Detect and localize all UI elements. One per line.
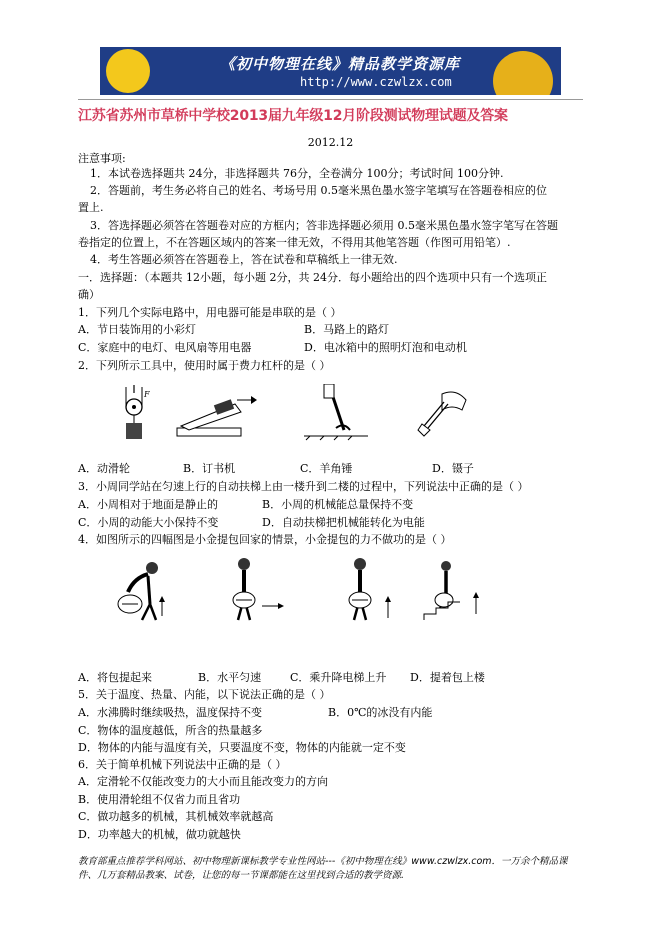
- q1-stem: 1．下列几个实际电路中，用电器可能是串联的是（ ）: [78, 306, 342, 319]
- note-1: 1．本试卷选择题共 24分，非选择题共 76分，全卷满分 100分；考试时间 100分钟.: [90, 167, 504, 180]
- q3-option-c: C．小周的动能大小保持不变: [78, 516, 219, 529]
- q3-stem: 3．小周同学站在匀速上行的自动扶梯上由一楼升到二楼的过程中，下列说法中正确的是（ ）: [78, 480, 529, 493]
- q3-option-a: A．小周相对于地面是静止的: [78, 498, 218, 511]
- q5-option-d: D．物体的内能与温度有关，只要温度不变，物体的内能就一定不变: [78, 741, 406, 754]
- document-date: 2012.12: [307, 136, 354, 149]
- q2-stem: 2．下列所示工具中，使用时属于费力杠杆的是（ ）: [78, 359, 331, 372]
- q4-option-c: C．乘升降电梯上升: [290, 671, 387, 684]
- section-1-intro: 一．选择题：（本题共 12小题，每小题 2分，共 24分．每小题给出的四个选项中只有一个选项正: [78, 271, 547, 284]
- stapler-figure: [175, 392, 260, 440]
- section-1-intro-cont: 确）: [78, 288, 100, 301]
- q3-option-b: B．小周的机械能总量保持不变: [262, 498, 414, 511]
- q5-option-b: B．0℃的冰没有内能: [328, 706, 433, 719]
- q4-option-a: A．将包提起来: [78, 671, 152, 684]
- q2-option-c: C．羊角锤: [300, 462, 353, 475]
- q6-stem: 6．关于简单机械下列说法中正确的是（ ）: [78, 758, 287, 771]
- page-footer: 教育部重点推荐学科网站、初中物理新课标教学专业性网站---《初中物理在线》www.czwlzx.com．一万余个精品课件、几万套精品教案、试卷，让您的每一节课都能在这里找到合适的教学资源.: [78, 856, 568, 881]
- document-title: 江苏省苏州市草桥中学校2013届九年级12月阶段测试物理试题及答案: [78, 108, 508, 124]
- q5-option-c: C．物体的温度越低，所含的热量越多: [78, 724, 263, 737]
- sun-icon: [106, 49, 150, 93]
- q6-option-b: B．使用滑轮组不仅省力而且省功: [78, 793, 241, 806]
- note-4: 4．考生答题必须答在答题卷上，答在试卷和草稿纸上一律无效.: [90, 253, 398, 266]
- note-3b: 卷指定的位置上，不在答题区域内的答案一律无效，不得用其他笔答题（作图可用铅笔）.: [78, 236, 511, 249]
- q1-option-b: B．马路上的路灯: [304, 323, 390, 336]
- q2-option-a: A．动滑轮: [78, 462, 130, 475]
- note-2a: 2．答题前，考生务必将自己的姓名、考场号用 0.5毫米黑色墨水签字笔填写在答题卷相应的位: [90, 184, 547, 197]
- elevator-rising-figure: [338, 556, 398, 622]
- q1-option-d: D．电冰箱中的照明灯泡和电动机: [304, 341, 467, 354]
- note-3a: 3．答选择题必须答在答题卷对应的方框内；答非选择题必须用 0.5毫米黑色墨水签字笔写在答题: [90, 219, 558, 232]
- notes-heading: 注意事项:: [78, 152, 126, 165]
- q1-option-a: A．节日装饰用的小彩灯: [78, 323, 196, 336]
- svg-text:F: F: [144, 390, 150, 399]
- q4-option-b: B．水平匀速: [198, 671, 262, 684]
- banner-title: 《初中物理在线》精品教学资源库: [220, 55, 461, 73]
- note-2b: 置上.: [78, 201, 104, 214]
- q2-option-d: D．镊子: [432, 462, 474, 475]
- q4-option-d: D．提着包上楼: [410, 671, 485, 684]
- q6-option-d: D．功率越大的机械，做功就越快: [78, 828, 241, 841]
- q6-option-a: A．定滑轮不仅能改变力的大小而且能改变力的方向: [78, 775, 328, 788]
- q6-option-c: C．做功越多的机械，其机械效率就越高: [78, 810, 274, 823]
- sunflower-icon: [493, 51, 553, 95]
- lifting-bag-figure: [112, 558, 170, 622]
- walking-horizontally-figure: [222, 556, 286, 622]
- q4-stem: 4．如图所示的四幅图是小金提包回家的情景，小金提包的力不做功的是（ ）: [78, 533, 452, 546]
- movable-pulley-figure: [116, 385, 152, 443]
- site-banner: [100, 47, 561, 95]
- q3-option-d: D．自动扶梯把机械能转化为电能: [262, 516, 425, 529]
- q5-stem: 5．关于温度、热量、内能，以下说法正确的是（ ）: [78, 688, 331, 701]
- claw-hammer-figure: [300, 384, 370, 442]
- header-rule: [78, 99, 583, 100]
- q5-option-a: A．水沸腾时继续吸热，温度保持不变: [78, 706, 262, 719]
- q1-option-c: C．家庭中的电灯、电风扇等用电器: [78, 341, 252, 354]
- q2-option-b: B．订书机: [183, 462, 236, 475]
- banner-url[interactable]: http://www.czwlzx.com: [300, 75, 452, 89]
- tweezers-figure: [412, 386, 472, 440]
- climbing-stairs-figure: [420, 558, 484, 622]
